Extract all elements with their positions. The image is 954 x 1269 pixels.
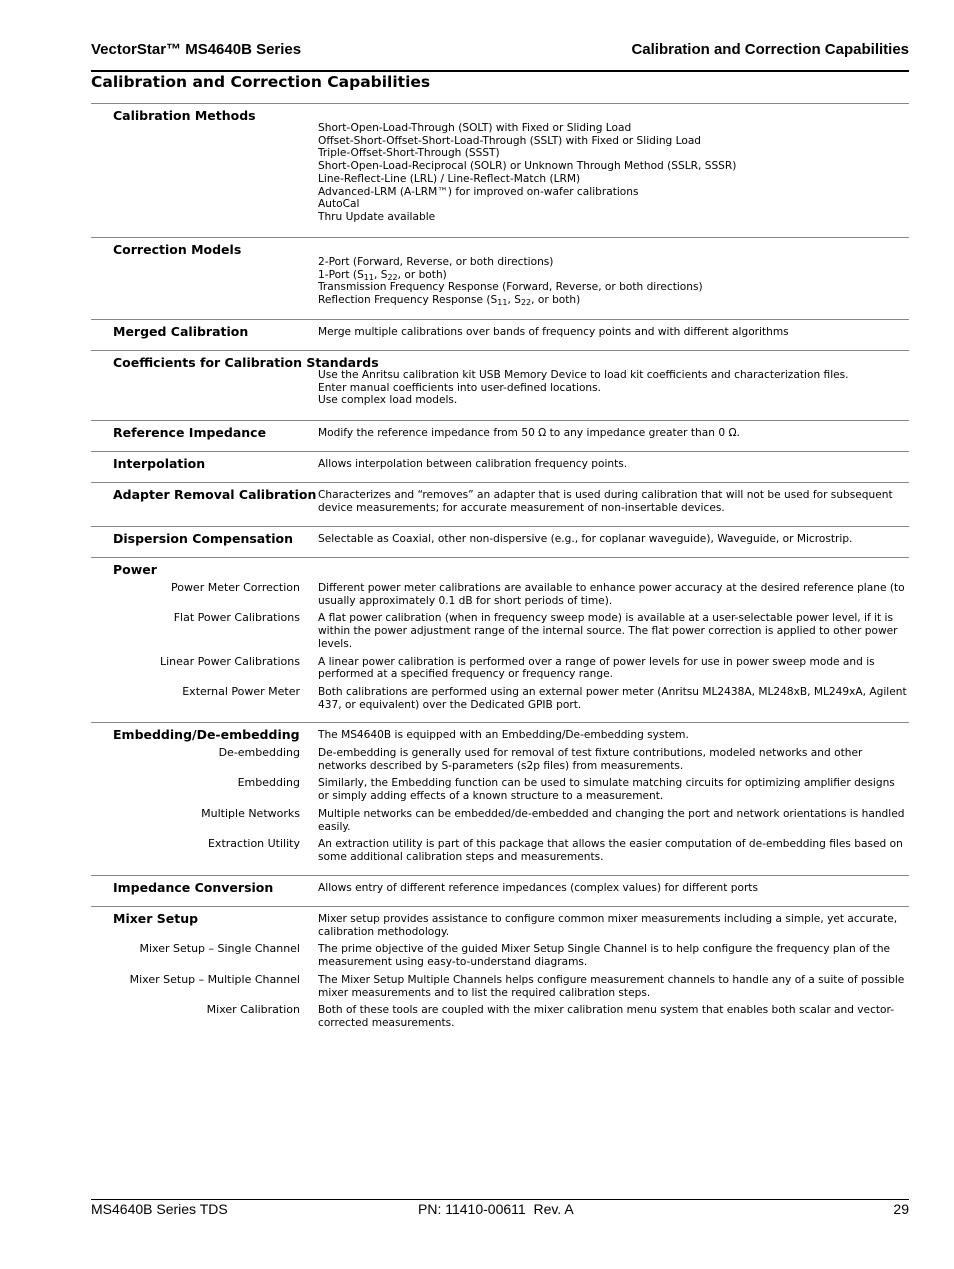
- section-description: [318, 729, 909, 742]
- row-label: Flat Power Calibrations: [173, 611, 300, 625]
- text-line: Triple-Offset-Short-Through (SSST): [318, 147, 500, 160]
- spec-row: [91, 612, 909, 650]
- spec-row: [91, 109, 909, 123]
- row-description: [318, 656, 909, 681]
- text-fragment: , S: [507, 294, 521, 307]
- row-description: [318, 838, 909, 863]
- text-line: Both of these tools are coupled with the mixer calibration menu system that enables both scalar and vector-corrected measurements.: [318, 1004, 895, 1029]
- section-description: [318, 427, 909, 440]
- section-label: Impedance Conversion: [113, 880, 274, 895]
- section-label: Adapter Removal Calibration: [113, 487, 317, 502]
- spec-row: [91, 582, 909, 607]
- row-label: [91, 256, 318, 307]
- row-label: Extraction Utility: [207, 837, 300, 851]
- spec-section: [91, 526, 909, 551]
- spec-row: [91, 356, 909, 370]
- section-description: [318, 533, 909, 546]
- text-line: Short-Open-Load-Reciprocal (SOLR) or Unknown Through Method (SSLR, SSSR): [318, 160, 737, 173]
- row-label: [91, 122, 318, 224]
- spec-section: [91, 350, 909, 412]
- text-line: Allows interpolation between calibration frequency points.: [318, 458, 628, 470]
- section-label: Dispersion Compensation: [113, 531, 293, 546]
- row-description: [318, 612, 909, 650]
- spec-row: [91, 838, 909, 863]
- text-line: Modify the reference impedance from 50 Ω to any impedance greater than 0 Ω.: [318, 427, 740, 439]
- row-label: De-embedding: [218, 746, 300, 759]
- text-line: The MS4640B is equipped with an Embedding/De-embedding system.: [318, 729, 689, 741]
- section-label: Correction Models: [113, 242, 242, 257]
- subscript: 22: [387, 272, 398, 282]
- spec-row: [91, 728, 909, 742]
- spec-row: [91, 369, 909, 407]
- footer-doc-name: MS4640B Series TDS: [91, 1201, 228, 1217]
- running-header-chapter: Calibration and Correction Capabilities: [631, 41, 909, 58]
- text-line: Characterizes and “removes” an adapter that is used during calibration that will not be used for subsequent device measurements; for accurate measurement of non-insertable devices.: [318, 489, 893, 514]
- text-line: Similarly, the Embedding function can be used to simulate matching circuits for optimizing amplifier designs or simply adding effects of a known structure to a measurement.: [318, 777, 895, 803]
- text-fragment: , or both): [397, 268, 447, 281]
- row-description: [318, 1004, 909, 1029]
- text-line: De-embedding is generally used for removal of test fixture contributions, modeled networks and other networks described by S-parameters (s2p files) from measurements.: [318, 747, 863, 772]
- spec-section: [91, 722, 909, 869]
- row-description: [318, 747, 909, 772]
- text-line: Different power meter calibrations are available to enhance power accuracy at the desired reference plane (to usually approximately 0.1 dB for short periods of time).: [318, 582, 905, 607]
- text-line: Line-Reflect-Line (LRL) / Line-Reflect-Match (LRM): [318, 172, 581, 185]
- section-description: [318, 458, 909, 471]
- section-description: [318, 913, 909, 938]
- spec-row: [91, 563, 909, 577]
- text-fragment: Reflection Frequency Response (S: [318, 294, 498, 307]
- row-description: [318, 974, 909, 999]
- text-line: Selectable as Coaxial, other non-dispersive (e.g., for coplanar waveguide), Waveguide, or Microstrip.: [318, 533, 853, 545]
- text-line: Thru Update available: [318, 210, 436, 223]
- spec-row: [91, 881, 909, 895]
- spec-row: [91, 974, 909, 999]
- spec-row: [91, 256, 909, 307]
- section-label: Mixer Setup: [113, 911, 199, 926]
- text-line: [318, 294, 907, 307]
- row-label: Mixer Setup – Single Channel: [139, 942, 300, 956]
- spec-section: [91, 875, 909, 900]
- spec-row: [91, 532, 909, 546]
- text-line: Offset-Short-Offset-Short-Load-Through (SSLT) with Fixed or Sliding Load: [318, 134, 702, 147]
- section-label: Coefficients for Calibration Standards: [113, 355, 379, 370]
- subscript: 22: [520, 298, 532, 308]
- footer-part-number: PN: 11410-00611 Rev. A: [418, 1201, 574, 1217]
- spec-row: [91, 656, 909, 681]
- text-line: An extraction utility is part of this package that allows the easier computation of de-embedding files based on some additional calibration steps and measurements.: [318, 838, 903, 863]
- spec-row: [91, 325, 909, 339]
- footer-page-number: 29: [893, 1201, 909, 1217]
- text-line: The Mixer Setup Multiple Channels helps configure measurement channels to handle any of a suite of possible mixer measurements and to list the required calibration steps.: [318, 973, 905, 999]
- spec-row: [91, 808, 909, 833]
- row-label: Mixer Calibration: [206, 1003, 300, 1017]
- text-fragment: , or both): [531, 294, 581, 307]
- text-line: A linear power calibration is performed over a range of power levels for use in power sweep mode and is performed at a specified frequency or frequency range.: [318, 655, 875, 681]
- header-rule: [91, 70, 909, 72]
- running-header-product: VectorStar™ MS4640B Series: [91, 41, 302, 58]
- section-description: [318, 489, 909, 514]
- row-description: [318, 943, 909, 968]
- spec-row: [91, 777, 909, 802]
- subscript: 11: [363, 272, 374, 282]
- text-line: Both calibrations are performed using an external power meter (Anritsu ML2438A, ML248xB, ML249xA, Agilent 437, or equivalent) over the Dedicated GPIB port.: [318, 685, 907, 711]
- spec-row: [91, 912, 909, 938]
- row-label: Multiple Networks: [201, 806, 300, 820]
- spec-section: [91, 557, 909, 716]
- text-line: Merge multiple calibrations over bands of frequency points and with different algorithms: [318, 326, 789, 338]
- section-description: [318, 882, 909, 895]
- spec-row: [91, 457, 909, 471]
- text-line: Mixer setup provides assistance to configure common mixer measurements including a simple, yet accurate, calibration methodology.: [318, 913, 898, 938]
- text-fragment: , S: [373, 268, 388, 281]
- row-description: [318, 582, 909, 607]
- spec-row: [91, 943, 909, 968]
- row-label: Linear Power Calibrations: [159, 654, 300, 668]
- text-line: Transmission Frequency Response (Forward, Reverse, or both directions): [318, 281, 703, 294]
- row-label: [91, 369, 318, 407]
- row-description: [318, 686, 909, 711]
- spec-section: [91, 319, 909, 344]
- row-description: [318, 777, 909, 802]
- spec-section: [91, 420, 909, 445]
- row-label: Mixer Setup – Multiple Channel: [129, 972, 300, 986]
- text-line: AutoCal: [318, 198, 360, 211]
- section-label: Power: [113, 562, 157, 577]
- section-label: Calibration Methods: [113, 108, 256, 123]
- row-description: [318, 122, 909, 224]
- spec-row: [91, 747, 909, 772]
- spec-row: [91, 243, 909, 257]
- section-label: Merged Calibration: [113, 324, 249, 339]
- text-line: Use the Anritsu calibration kit USB Memory Device to load kit coefficients and characterization files.: [318, 369, 849, 381]
- spec-section: [91, 451, 909, 476]
- spec-section: [91, 482, 909, 519]
- text-line: Use complex load models.: [318, 394, 458, 407]
- text-line: Short-Open-Load-Through (SOLT) with Fixed or Sliding Load: [318, 122, 632, 134]
- row-label: Embedding: [237, 776, 300, 790]
- spec-row: [91, 488, 909, 514]
- section-label: Embedding/De-embedding: [113, 727, 300, 742]
- section-label: Interpolation: [113, 456, 206, 471]
- row-label: External Power Meter: [182, 684, 300, 698]
- row-label: Power Meter Correction: [170, 581, 300, 594]
- text-line: Advanced-LRM (A-LRM™) for improved on-wafer calibrations: [318, 185, 639, 198]
- text-line: The prime objective of the guided Mixer Setup Single Channel is to help configure the frequency plan of the measurement using easy-to-understand diagrams.: [318, 943, 891, 969]
- spec-section: [91, 906, 909, 1035]
- footer-rule: [91, 1199, 909, 1200]
- spec-section: [91, 103, 909, 229]
- text-line: A flat power calibration (when in frequency sweep mode) is available at a user-selectable power level, if it is within the power adjustment range of the internal source. The flat power correction is applied to other power levels.: [318, 612, 898, 650]
- text-line: Multiple networks can be embedded/de-embedded and changing the port and network orientations is handled easily.: [318, 807, 905, 833]
- section-label: Reference Impedance: [113, 425, 267, 440]
- text-fragment: 1-Port (S: [318, 268, 364, 281]
- text-line: 2-Port (Forward, Reverse, or both directions): [318, 256, 554, 268]
- text-line: [318, 269, 907, 282]
- page-title: Calibration and Correction Capabilities: [91, 73, 431, 91]
- text-line: Enter manual coefficients into user-defined locations.: [318, 381, 602, 394]
- text-line: Allows entry of different reference impedances (complex values) for different ports: [318, 882, 758, 894]
- row-description: [318, 808, 909, 833]
- spec-row: [91, 1004, 909, 1029]
- spec-section: [91, 237, 909, 312]
- subscript: 11: [497, 298, 508, 308]
- row-description: [318, 256, 909, 307]
- row-description: [318, 369, 909, 407]
- spec-row: [91, 426, 909, 440]
- section-description: [318, 564, 909, 577]
- spec-row: [91, 686, 909, 711]
- section-description: [318, 326, 909, 339]
- spec-row: [91, 122, 909, 224]
